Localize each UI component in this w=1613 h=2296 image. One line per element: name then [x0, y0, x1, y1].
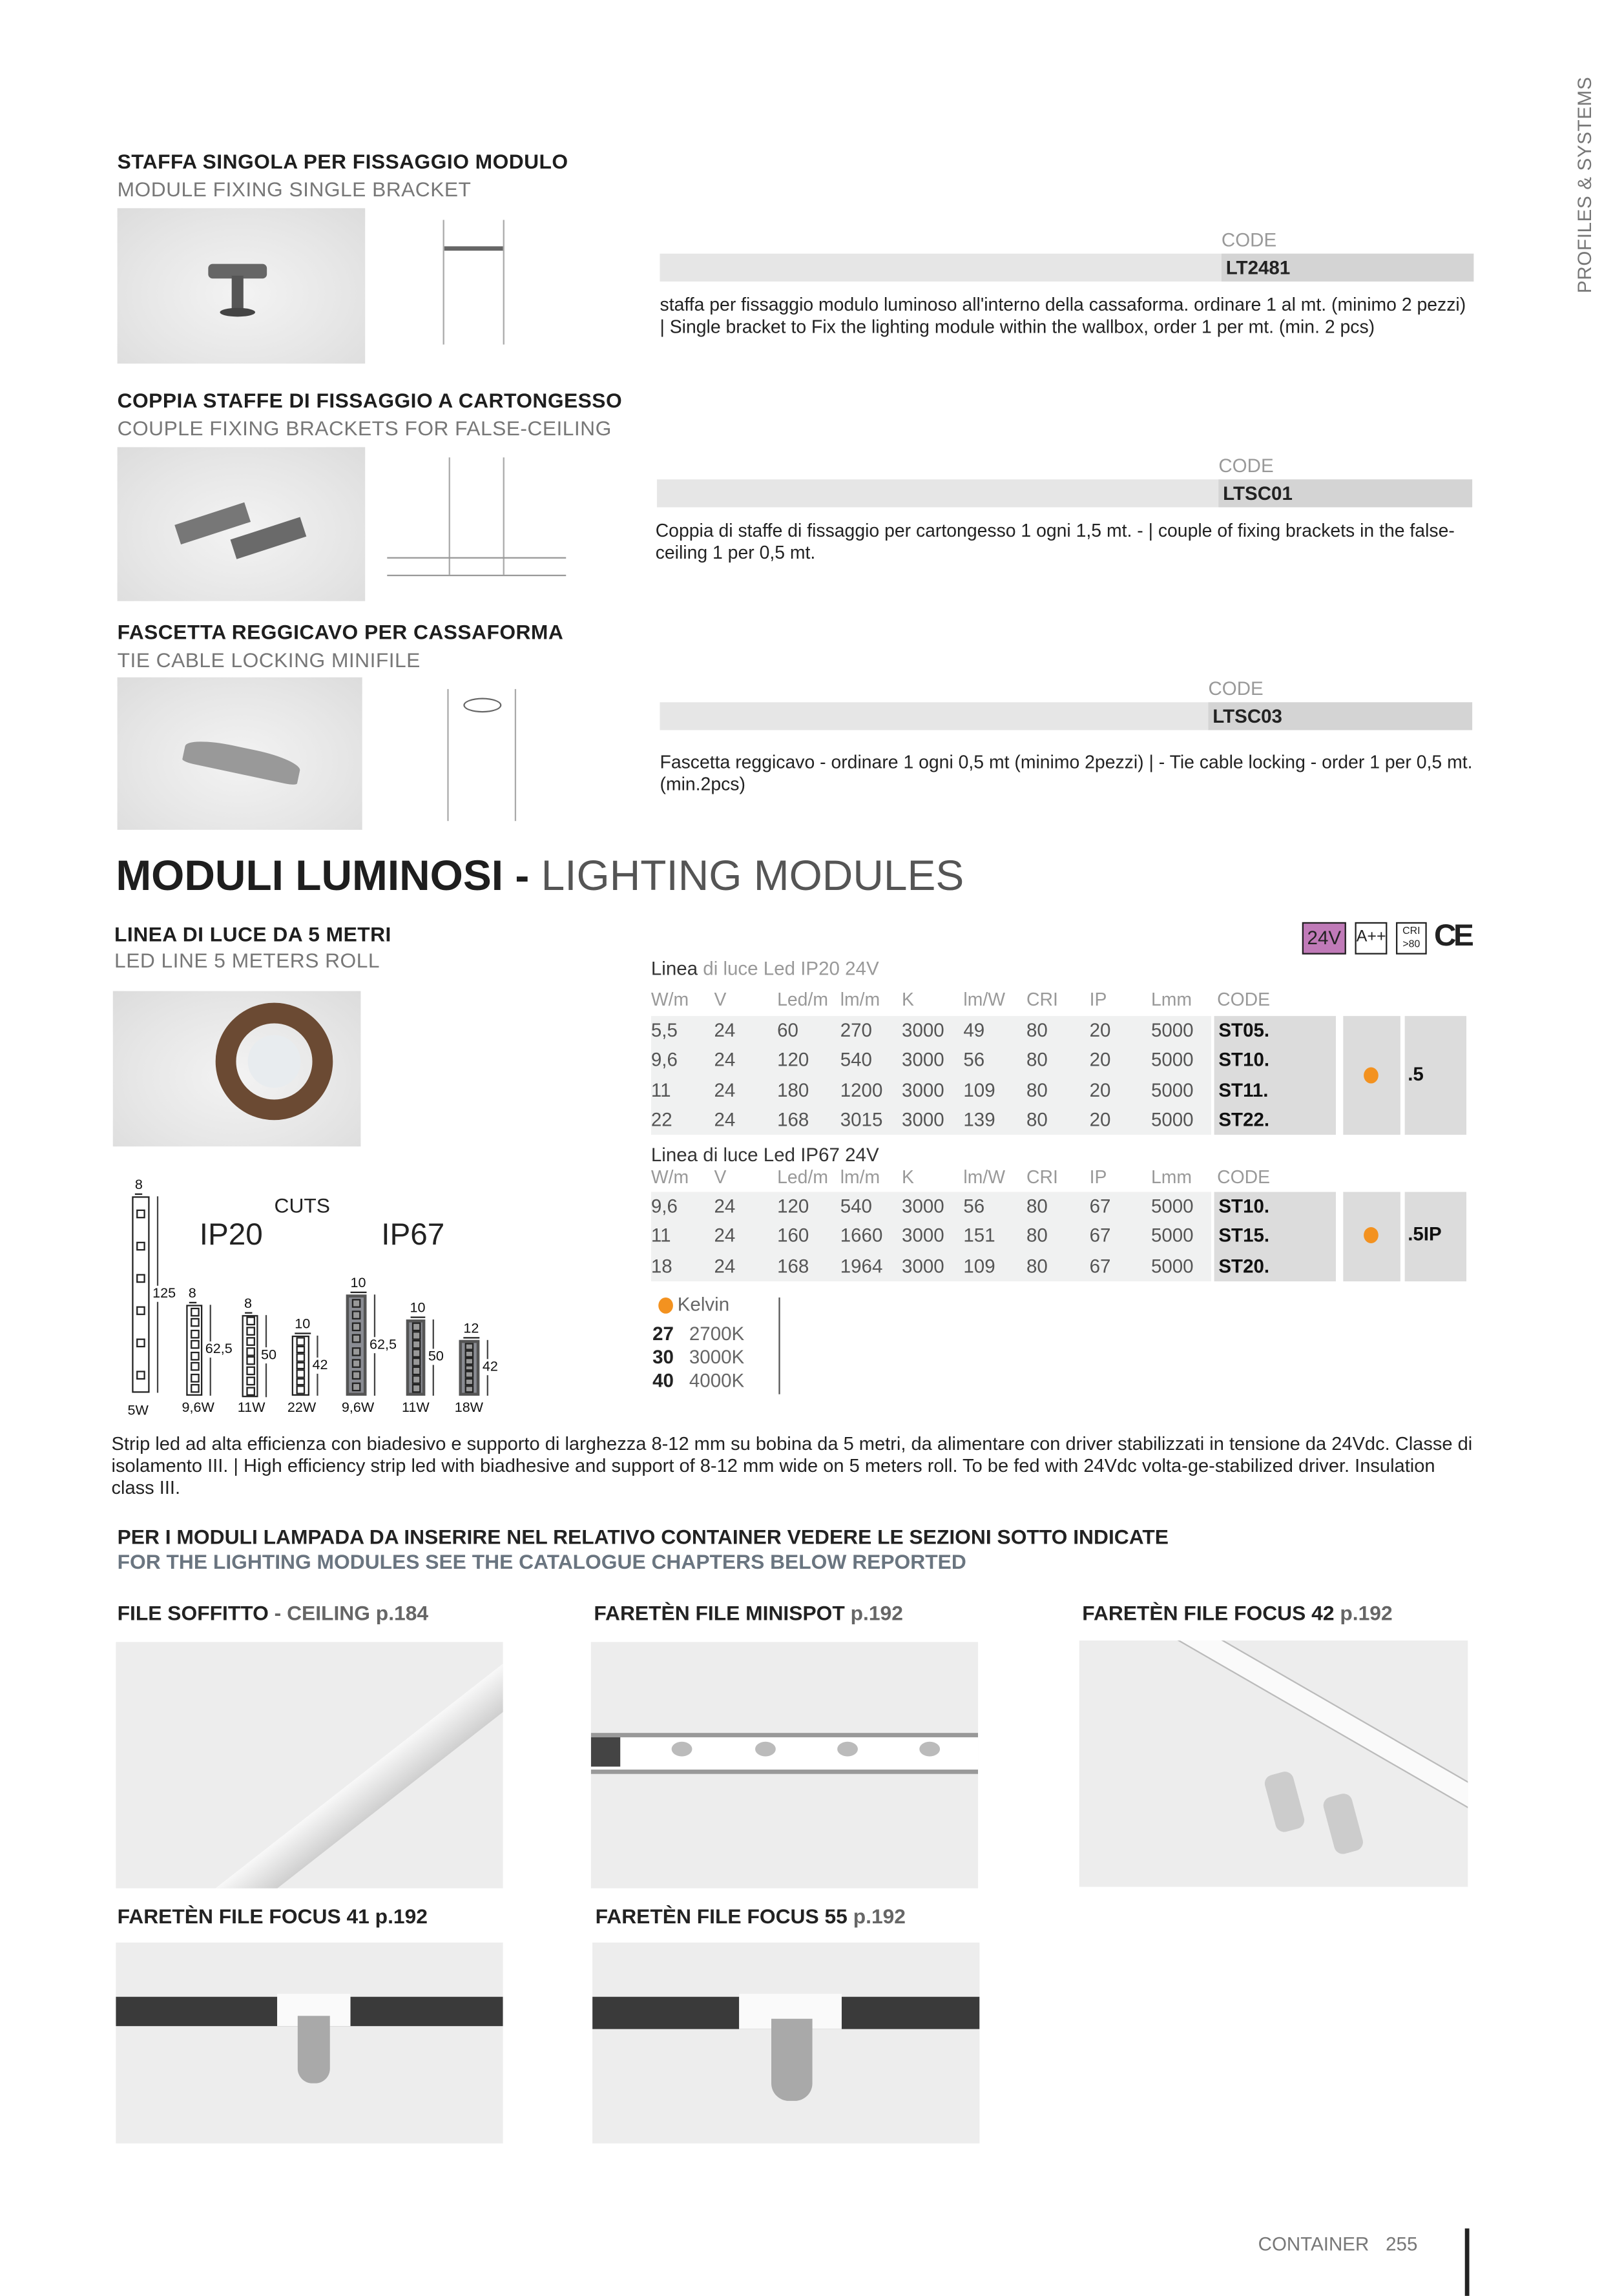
led-chip-icon — [297, 1361, 306, 1370]
table-cell: 5,5 — [650, 1019, 678, 1041]
strip-width-label: 10 — [295, 1316, 310, 1334]
led-chip-icon — [190, 1373, 199, 1382]
product-code: ST20. — [1218, 1254, 1270, 1277]
accessory-subtitle: TIE CABLE LOCKING MINIFILE — [117, 648, 421, 672]
table-cell: 18 — [650, 1254, 672, 1277]
led-chip-icon — [465, 1357, 474, 1364]
table-cell: 22 — [650, 1108, 672, 1130]
table-cell: 160 — [777, 1225, 809, 1247]
product-code: ST10. — [1218, 1195, 1270, 1217]
cuts-ip67-label: IP67 — [381, 1218, 445, 1252]
side-section-label: PROFILES & SYSTEMS — [1573, 76, 1596, 293]
column-header: W/m — [650, 1166, 689, 1188]
table-cell: 24 — [714, 1019, 736, 1041]
strip-length-label: 42 — [482, 1359, 498, 1376]
footer-bar — [1465, 2228, 1470, 2295]
product-code: LT2481 — [1222, 254, 1473, 282]
focus55-image[interactable] — [592, 1943, 979, 2144]
cuts-ip20-label: IP20 — [199, 1218, 263, 1252]
brackets-drawing — [387, 457, 566, 577]
led-chip-icon — [297, 1378, 306, 1387]
section-heading-light: LIGHTING MODULES — [529, 853, 964, 900]
cuts-title: CUTS — [274, 1193, 331, 1217]
product-description: Strip led ad alta efficienza con biadesivo e supporto di larghezza 8-12 mm su bobina da 5 metri, da alimentare con driver stabilizzati in tensione da 24Vdc. Classe di isolamento III. | High efficiency strip led with biadhesive and support of 8-12 mm wide on 5 meters roll. To be fed with 24Vdc volta-ge-stabilized driver. Insulation class III. — [111, 1432, 1473, 1498]
accessory-title: COPPIA STAFFE DI FISSAGGIO A CARTONGESSO — [117, 388, 623, 412]
led-strip-cut — [292, 1336, 309, 1396]
table-cell: 60 — [777, 1019, 798, 1041]
table-cell: 20 — [1089, 1078, 1111, 1101]
container-name: FARETÈN FILE MINISPOT — [594, 1600, 845, 1625]
kelvin-label: Kelvin — [677, 1293, 730, 1316]
led-chip-icon — [297, 1345, 306, 1354]
column-header: W/m — [650, 989, 689, 1011]
code-label: CODE — [1208, 677, 1264, 699]
table-cell: 80 — [1026, 1108, 1048, 1130]
container-title-focus42[interactable] — [1082, 1601, 1392, 1624]
accessory-description: Fascetta reggicavo - ordinare 1 ogni 0,5 mt (minimo 2pezzi) | - Tie cable locking - order 1 per 0,5 mt. (min.2pcs) — [660, 752, 1473, 795]
led-chip-icon — [352, 1335, 361, 1344]
strip-wattage-label: 9,6W — [182, 1400, 214, 1416]
table-cell: 11 — [650, 1225, 671, 1247]
kelvin-value: 3000K — [689, 1345, 745, 1368]
led-chip-icon — [465, 1386, 474, 1393]
kelvin-value: 2700K — [689, 1322, 745, 1345]
kelvin-dot-icon — [1364, 1067, 1379, 1083]
table-cell: 168 — [777, 1254, 809, 1277]
column-header: IP — [1089, 989, 1107, 1011]
table-cell: 49 — [963, 1019, 985, 1041]
column-header: V — [714, 1166, 727, 1188]
container-name: FARETÈN FILE FOCUS 41 p.192 — [117, 1904, 428, 1929]
table-cell: 67 — [1089, 1195, 1111, 1217]
led-strip-cut — [346, 1294, 367, 1396]
code-suffix: .5 — [1408, 1062, 1424, 1084]
product-code: ST22. — [1218, 1108, 1270, 1130]
strip-length-label: 62,5 — [369, 1336, 397, 1353]
table-cell: 1964 — [840, 1254, 883, 1277]
led-chip-icon — [465, 1371, 474, 1378]
cri-badge: CRI >80 — [1396, 922, 1427, 955]
led-strip-cut — [242, 1315, 258, 1397]
led-chip-icon — [352, 1311, 361, 1320]
product-code: ST05. — [1218, 1019, 1270, 1041]
led-chip-icon — [245, 1337, 255, 1346]
led-chip-icon — [245, 1357, 255, 1366]
led-chip-icon — [411, 1340, 421, 1349]
table-title-main: Linea di luce Led IP67 24V — [650, 1143, 879, 1166]
led-chip-icon — [136, 1307, 145, 1316]
container-name: FARETÈN FILE FOCUS 42 — [1082, 1600, 1335, 1625]
code-label: CODE — [1221, 229, 1277, 251]
strip-width-label: 8 — [135, 1177, 143, 1195]
energy-class-badge: A++ — [1355, 922, 1387, 955]
led-chip-icon — [411, 1331, 421, 1340]
table-cell: 9,6 — [650, 1195, 678, 1217]
containers-heading: PER I MODULI LAMPADA DA INSERIRE NEL RELATIVO CONTAINER VEDERE LE SEZIONI SOTTO INDICATE — [117, 1524, 1169, 1549]
column-header: Lmm — [1150, 989, 1192, 1011]
led-chip-icon — [245, 1367, 255, 1376]
kelvin-code: 40 — [652, 1369, 674, 1392]
strip-wattage-label: 11W — [401, 1400, 430, 1416]
table-cell: 11 — [650, 1078, 671, 1101]
product-code: LTSC01 — [1218, 479, 1472, 507]
table-cell: 67 — [1089, 1254, 1111, 1277]
table-cell: 5000 — [1150, 1195, 1194, 1217]
table-cell: 56 — [963, 1195, 985, 1217]
led-chip-icon — [190, 1351, 199, 1360]
led-chip-icon — [136, 1210, 145, 1219]
accessory-subtitle: MODULE FIXING SINGLE BRACKET — [117, 177, 472, 201]
table-title-main: Linea — [650, 957, 698, 980]
kelvin-code: 27 — [652, 1322, 674, 1345]
column-header: CODE — [1217, 989, 1271, 1011]
led-strip-cut — [132, 1196, 149, 1392]
kelvin-dot-icon — [658, 1298, 673, 1314]
code-suffix: .5IP — [1408, 1223, 1442, 1246]
table-cell: 24 — [714, 1254, 736, 1277]
led-chip-icon — [245, 1376, 255, 1385]
table-cell: 24 — [714, 1048, 736, 1071]
led-chip-icon — [190, 1329, 199, 1338]
table-cell: 24 — [714, 1195, 736, 1217]
led-chip-icon — [297, 1370, 306, 1378]
led-chip-icon — [411, 1384, 421, 1393]
table-cell: 540 — [840, 1048, 872, 1071]
led-chip-icon — [297, 1354, 306, 1362]
table-cell: 540 — [840, 1195, 872, 1217]
strip-length-label: 50 — [261, 1347, 277, 1364]
led-chip-icon — [297, 1386, 306, 1394]
strip-width-label: 10 — [351, 1276, 366, 1293]
table-cell: 5000 — [1150, 1254, 1194, 1277]
table-cell: 3000 — [902, 1019, 944, 1041]
column-header: Led/m — [777, 1166, 828, 1188]
table-cell: 80 — [1026, 1019, 1048, 1041]
led-chip-icon — [352, 1323, 361, 1332]
table-cell: 5000 — [1150, 1108, 1194, 1130]
table-cell: 109 — [963, 1254, 995, 1277]
strip-length-label: 125 — [152, 1285, 176, 1302]
led-chip-icon — [136, 1242, 145, 1251]
column-header: lm/W — [963, 989, 1006, 1011]
product-code: LTSC03 — [1208, 702, 1472, 730]
column-header: V — [714, 989, 727, 1011]
strip-wattage-label: 5W — [127, 1403, 149, 1420]
column-header: lm/m — [840, 1166, 880, 1188]
led-chip-icon — [190, 1318, 199, 1327]
led-chip-icon — [190, 1307, 199, 1316]
strip-width-label: 8 — [244, 1296, 252, 1314]
table-title — [651, 957, 879, 979]
led-chip-icon — [136, 1370, 145, 1380]
led-strip-cut — [406, 1319, 426, 1396]
table-cell: 5000 — [1150, 1225, 1194, 1247]
column-header: Lmm — [1150, 1166, 1192, 1188]
kelvin-code: 30 — [652, 1345, 674, 1368]
container-name: FARETÈN FILE FOCUS 55 — [595, 1904, 848, 1929]
table-cell: 139 — [963, 1108, 995, 1130]
bracket-photo — [118, 208, 366, 364]
table-cell: 3000 — [902, 1225, 944, 1247]
led-chip-icon — [465, 1350, 474, 1357]
table-cell: 5000 — [1150, 1019, 1194, 1041]
accessory-description: Coppia di staffe di fissaggio per cartongesso 1 ogni 1,5 mt. - | couple of fixing brackets in the false-ceiling 1 per 0,5 mt. — [655, 520, 1455, 563]
table-cell: 24 — [714, 1225, 736, 1247]
led-strip-cut — [459, 1340, 480, 1396]
table-cell: 80 — [1026, 1195, 1048, 1217]
table-cell: 1200 — [840, 1078, 883, 1101]
table-cell: 9,6 — [650, 1048, 678, 1071]
table-cell: 20 — [1089, 1108, 1111, 1130]
led-chip-icon — [352, 1370, 361, 1380]
column-header: lm/W — [963, 1166, 1006, 1188]
section-heading — [116, 853, 964, 902]
file-soffitto-image[interactable] — [116, 1642, 503, 1888]
table-cell: 3015 — [840, 1108, 883, 1130]
table-cell: 120 — [777, 1195, 809, 1217]
ce-mark-icon: CE — [1434, 919, 1472, 953]
column-header: K — [902, 989, 914, 1011]
product-code: ST11. — [1218, 1078, 1269, 1101]
focus42-image[interactable] — [1079, 1640, 1468, 1887]
containers-subheading: FOR THE LIGHTING MODULES SEE THE CATALOGUE CHAPTERS BELOW REPORTED — [117, 1549, 966, 1573]
led-chip-icon — [245, 1327, 255, 1336]
led-chip-icon — [411, 1358, 421, 1367]
column-header: lm/m — [840, 989, 880, 1011]
led-chip-icon — [465, 1378, 474, 1385]
container-page: p.192 — [844, 1600, 903, 1625]
led-chip-icon — [190, 1362, 199, 1371]
led-chip-icon — [190, 1340, 199, 1349]
container-page: p.192 — [1334, 1600, 1393, 1625]
strip-wattage-label: 22W — [287, 1400, 317, 1416]
table-cell: 56 — [963, 1048, 985, 1071]
strip-width-label: 10 — [410, 1300, 425, 1318]
tie-cable-photo — [118, 677, 362, 830]
accessory-subtitle: COUPLE FIXING BRACKETS FOR FALSE-CEILING — [117, 416, 612, 440]
product-code: ST10. — [1218, 1048, 1270, 1071]
table-cell: 80 — [1026, 1254, 1048, 1277]
container-title-focus55[interactable] — [596, 1905, 906, 1928]
table-cell: 1660 — [840, 1225, 883, 1247]
product-title: LINEA DI LUCE DA 5 METRI — [114, 922, 391, 946]
footer-section-label: CONTAINER — [1258, 2233, 1369, 2255]
page-number: 255 — [1386, 2233, 1418, 2255]
led-chip-icon — [352, 1299, 361, 1308]
led-chip-icon — [297, 1337, 306, 1345]
strip-wattage-label: 11W — [237, 1400, 265, 1416]
table-cell: 3000 — [902, 1195, 944, 1217]
table-cell: 3000 — [902, 1254, 944, 1277]
led-chip-icon — [245, 1387, 255, 1396]
led-chip-icon — [411, 1367, 421, 1376]
strip-length-label: 42 — [312, 1356, 328, 1373]
minispot-image[interactable] — [591, 1642, 978, 1888]
brackets-photo — [118, 447, 366, 601]
column-header: CRI — [1026, 989, 1058, 1011]
container-title-focus41[interactable] — [118, 1905, 428, 1928]
container-name: FILE SOFFITTO — [117, 1600, 269, 1625]
accessory-description: staffa per fissaggio modulo luminoso all'interno della cassaforma. ordinare 1 al mt. (minimo 2 pezzi) | Single bracket to Fix the lighting module within the wallbox, order 1 per mt. (min. 2 pcs) — [660, 295, 1466, 338]
container-title-minispot[interactable] — [594, 1601, 903, 1624]
container-title-file-soffitto[interactable] — [118, 1601, 428, 1624]
bracket-drawing — [443, 220, 505, 345]
led-chip-icon — [411, 1349, 421, 1358]
table-cell: 151 — [963, 1225, 995, 1247]
voltage-badge: 24V — [1302, 922, 1346, 955]
table-cell: 109 — [963, 1078, 995, 1101]
strip-width-label: 12 — [463, 1321, 479, 1338]
table-title-rest: di luce Led IP20 24V — [698, 957, 879, 980]
led-chip-icon — [245, 1317, 255, 1326]
section-heading-bold: MODULI LUMINOSI - — [116, 853, 530, 900]
column-header: K — [902, 1166, 914, 1188]
strip-length-label: 50 — [428, 1349, 444, 1365]
led-strip-cut — [186, 1305, 202, 1396]
table-cell: 5000 — [1150, 1078, 1194, 1101]
led-roll-photo — [113, 991, 361, 1147]
led-chip-icon — [245, 1347, 255, 1356]
focus41-image[interactable] — [116, 1943, 503, 2144]
led-chip-icon — [352, 1359, 361, 1368]
accessory-title: FASCETTA REGGICAVO PER CASSAFORMA — [117, 620, 564, 644]
table-cell: 120 — [777, 1048, 809, 1071]
table-cell: 20 — [1089, 1019, 1111, 1041]
table-cell: 80 — [1026, 1048, 1048, 1071]
table-cell: 3000 — [902, 1108, 944, 1130]
table-cell: 3000 — [902, 1078, 944, 1101]
product-subtitle: LED LINE 5 METERS ROLL — [114, 948, 380, 973]
table-cell: 180 — [777, 1078, 809, 1101]
kelvin-divider — [778, 1298, 780, 1394]
column-header: IP — [1089, 1166, 1107, 1188]
led-chip-icon — [352, 1347, 361, 1356]
strip-wattage-label: 18W — [454, 1400, 484, 1416]
table-cell: 24 — [714, 1108, 736, 1130]
table-cell: 20 — [1089, 1048, 1111, 1071]
table-cell: 67 — [1089, 1225, 1111, 1247]
led-chip-icon — [136, 1274, 145, 1283]
strip-wattage-label: 9,6W — [341, 1400, 375, 1416]
led-chip-icon — [411, 1375, 421, 1384]
column-header: CODE — [1217, 1166, 1271, 1188]
container-page: p.192 — [847, 1904, 906, 1929]
column-header: CRI — [1026, 1166, 1058, 1188]
tie-cable-drawing — [447, 689, 516, 821]
table-cell: 5000 — [1150, 1048, 1194, 1071]
product-code: ST15. — [1218, 1225, 1270, 1247]
table-cell: 270 — [840, 1019, 872, 1041]
code-label: CODE — [1218, 454, 1274, 477]
column-header: Led/m — [777, 989, 828, 1011]
led-chip-icon — [465, 1343, 474, 1350]
table-cell: 168 — [777, 1108, 809, 1130]
table-title — [651, 1144, 879, 1166]
led-chip-icon — [352, 1382, 361, 1391]
led-chip-icon — [411, 1323, 421, 1332]
container-page: - CEILING p.184 — [268, 1600, 429, 1625]
table-cell: 80 — [1026, 1225, 1048, 1247]
led-chip-icon — [136, 1339, 145, 1348]
table-cell: 80 — [1026, 1078, 1048, 1101]
accessory-title: STAFFA SINGOLA PER FISSAGGIO MODULO — [117, 149, 568, 173]
led-chip-icon — [190, 1384, 199, 1393]
table-cell: 3000 — [902, 1048, 944, 1071]
led-chip-icon — [465, 1364, 474, 1371]
strip-length-label: 62,5 — [205, 1341, 233, 1358]
strip-width-label: 8 — [189, 1286, 196, 1303]
kelvin-value: 4000K — [689, 1369, 745, 1392]
table-cell: 24 — [714, 1078, 736, 1101]
